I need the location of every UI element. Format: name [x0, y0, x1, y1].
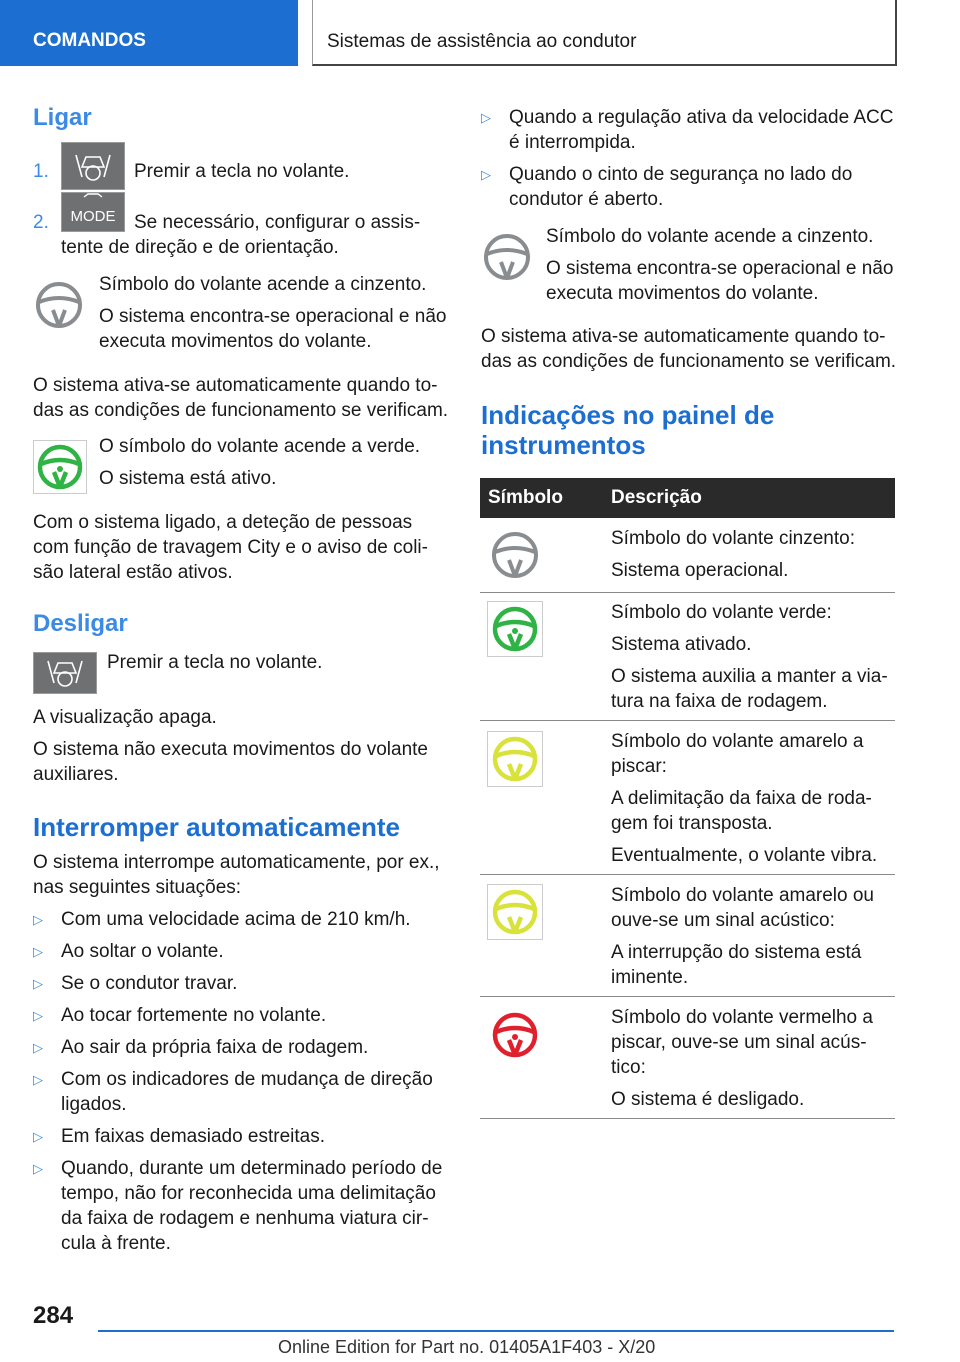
list-item-cont: cula à frente. — [61, 1233, 171, 1254]
header-chapter-box — [312, 0, 897, 66]
left-green-p1: O símbolo do volante acende a verde. — [99, 436, 421, 457]
list-item-cont: ligados. — [61, 1094, 127, 1115]
list-item: ▷ Com os indicadores de mudança de direção — [33, 1069, 433, 1090]
header-chapter-label: Sistemas de assistência ao condutor — [327, 31, 637, 52]
triangle-bullet-icon: ▷ — [33, 1008, 43, 1023]
list-item: ▷ Quando a regulação ativa da velocidade ACC — [481, 107, 894, 128]
table-row2-c1: O sistema auxilia a manter a via- — [611, 666, 888, 687]
left-interr-a: O sistema interrompe automaticamente, por ex., — [33, 852, 440, 873]
list-item-cont: da faixa de rodagem e nenhuma viatura cir- — [61, 1208, 429, 1229]
step2-line1: Se necessário, configurar o assis- — [134, 212, 421, 233]
list-item-cont: condutor é aberto. — [509, 189, 664, 210]
right-grey-p1: Símbolo do volante acende a cinzento. — [546, 226, 874, 247]
right-grey-p2a: O sistema encontra-se operacional e não — [546, 258, 894, 279]
right-auto-b: das as condições de funcionamento se verificam. — [481, 351, 897, 372]
triangle-bullet-icon: ▷ — [33, 1040, 43, 1055]
table-divider — [480, 996, 895, 997]
table-row4-a1: Símbolo do volante amarelo ou — [611, 885, 874, 906]
table-row3-a2: piscar: — [611, 756, 667, 777]
right-auto-a: O sistema ativa-se automaticamente quando to- — [481, 326, 886, 347]
triangle-bullet-icon: ▷ — [33, 944, 43, 959]
heading-desligar: Desligar — [33, 610, 128, 637]
triangle-bullet-icon: ▷ — [33, 1072, 43, 1087]
table-divider — [480, 720, 895, 721]
table-divider — [480, 1118, 895, 1119]
left-grey-p2b: executa movimentos do volante. — [99, 331, 372, 352]
table-row2-b: Sistema ativado. — [611, 634, 752, 655]
list-item: ▷ Quando o cinto de segurança no lado do — [481, 164, 853, 185]
left-off-p1: A visualização apaga. — [33, 707, 217, 728]
grey-steering-wheel-icon — [481, 232, 533, 282]
table-row3-b2: gem foi transposta. — [611, 813, 773, 834]
red-steering-wheel-icon — [489, 1010, 541, 1060]
list-item: ▷ Ao tocar fortemente no volante. — [33, 1005, 327, 1026]
green-steering-wheel-icon — [487, 601, 543, 657]
table-row4-b2: iminente. — [611, 967, 689, 988]
left-off-p2a: O sistema não executa movimentos do volante — [33, 739, 428, 760]
triangle-bullet-icon: ▷ — [33, 976, 43, 991]
left-green-p2: O sistema está ativo. — [99, 468, 277, 489]
step1-number: 1. — [33, 161, 49, 182]
left-off-p2b: auxiliares. — [33, 764, 119, 785]
table-row5-b: O sistema é desligado. — [611, 1089, 805, 1110]
table-row5-a2: piscar, ouve-se um sinal acús- — [611, 1032, 867, 1053]
table-row5-a1: Símbolo do volante vermelho a — [611, 1007, 873, 1028]
left-city-b: com função de travagem City e o aviso de coli- — [33, 537, 428, 558]
step2-line2: tente de direção e de orientação. — [61, 237, 339, 258]
table-row4-b1: A interrupção do sistema está — [611, 942, 862, 963]
list-item: ▷ Ao soltar o volante. — [33, 941, 224, 962]
triangle-bullet-icon: ▷ — [481, 110, 491, 125]
heading-indicacoes-line2: instrumentos — [481, 430, 646, 460]
table-row3-c: Eventualmente, o volante vibra. — [611, 845, 878, 866]
right-grey-p2b: executa movimentos do volante. — [546, 283, 819, 304]
heading-ligar: Ligar — [33, 104, 92, 131]
heading-interromper: Interromper automaticamente — [33, 812, 400, 842]
yellow-steering-wheel-icon — [487, 731, 543, 787]
table-header — [480, 478, 895, 518]
table-header-description: Descrição — [611, 487, 702, 508]
triangle-bullet-icon: ▷ — [481, 167, 491, 182]
list-item: ▷ Com uma velocidade acima de 210 km/h. — [33, 909, 411, 930]
list-item-cont: é interrompida. — [509, 132, 636, 153]
green-steering-wheel-icon — [33, 440, 87, 494]
table-row5-a3: tico: — [611, 1057, 646, 1078]
table-row2-c2: tura na faixa de rodagem. — [611, 691, 828, 712]
left-grey-p2a: O sistema encontra-se operacional e não — [99, 306, 447, 327]
grey-steering-wheel-icon — [33, 280, 85, 330]
table-row3-b1: A delimitação da faixa de roda- — [611, 788, 872, 809]
table-row1-b: Sistema operacional. — [611, 560, 789, 581]
heading-indicacoes-line1: Indicações no painel de — [481, 400, 775, 430]
page-number: 284 — [33, 1302, 74, 1329]
table-divider — [480, 592, 895, 593]
list-item: ▷ Quando, durante um determinado período de — [33, 1158, 443, 1179]
left-grey-p1: Símbolo do volante acende a cinzento. — [99, 274, 427, 295]
list-item-cont: tempo, não for reconhecida uma delimitação — [61, 1183, 436, 1204]
table-row3-a1: Símbolo do volante amarelo a — [611, 731, 864, 752]
left-city-c: são lateral estão ativos. — [33, 562, 233, 583]
left-interr-b: nas seguintes situações: — [33, 877, 242, 898]
table-header-symbol: Símbolo — [488, 487, 563, 508]
step1-text: Premir a tecla no volante. — [134, 161, 350, 182]
table-row4-a2: ouve-se um sinal acústico: — [611, 910, 835, 931]
step2-number: 2. — [33, 212, 49, 233]
list-item: ▷ Ao sair da própria faixa de rodagem. — [33, 1037, 369, 1058]
footer-edition: Online Edition for Part no. 01405A1F403 - X/20 — [278, 1337, 656, 1357]
mode-key-label: MODE — [70, 208, 116, 225]
triangle-bullet-icon: ▷ — [33, 912, 43, 927]
left-auto-b: das as condições de funcionamento se verificam. — [33, 400, 449, 421]
triangle-bullet-icon: ▷ — [33, 1129, 43, 1144]
table-row1-a: Símbolo do volante cinzento: — [611, 528, 855, 549]
steering-assist-key-off-icon — [33, 652, 97, 694]
table-divider — [480, 874, 895, 875]
yellow-steering-wheel-icon — [487, 884, 543, 940]
footer-rule — [98, 1330, 894, 1332]
header-section-label: COMANDOS — [33, 30, 146, 51]
list-item: ▷ Se o condutor travar. — [33, 973, 238, 994]
table-row2-a: Símbolo do volante verde: — [611, 602, 832, 623]
list-item: ▷ Em faixas demasiado estreitas. — [33, 1126, 326, 1147]
header-section-tab — [0, 0, 298, 66]
left-off-text: Premir a tecla no volante. — [107, 652, 323, 673]
triangle-bullet-icon: ▷ — [33, 1161, 43, 1176]
steering-assist-key-icon — [61, 142, 125, 190]
mode-key-icon — [61, 192, 125, 232]
left-city-a: Com o sistema ligado, a deteção de pessoas — [33, 512, 413, 533]
left-auto-a: O sistema ativa-se automaticamente quando to- — [33, 375, 438, 396]
grey-steering-wheel-icon — [489, 530, 541, 580]
